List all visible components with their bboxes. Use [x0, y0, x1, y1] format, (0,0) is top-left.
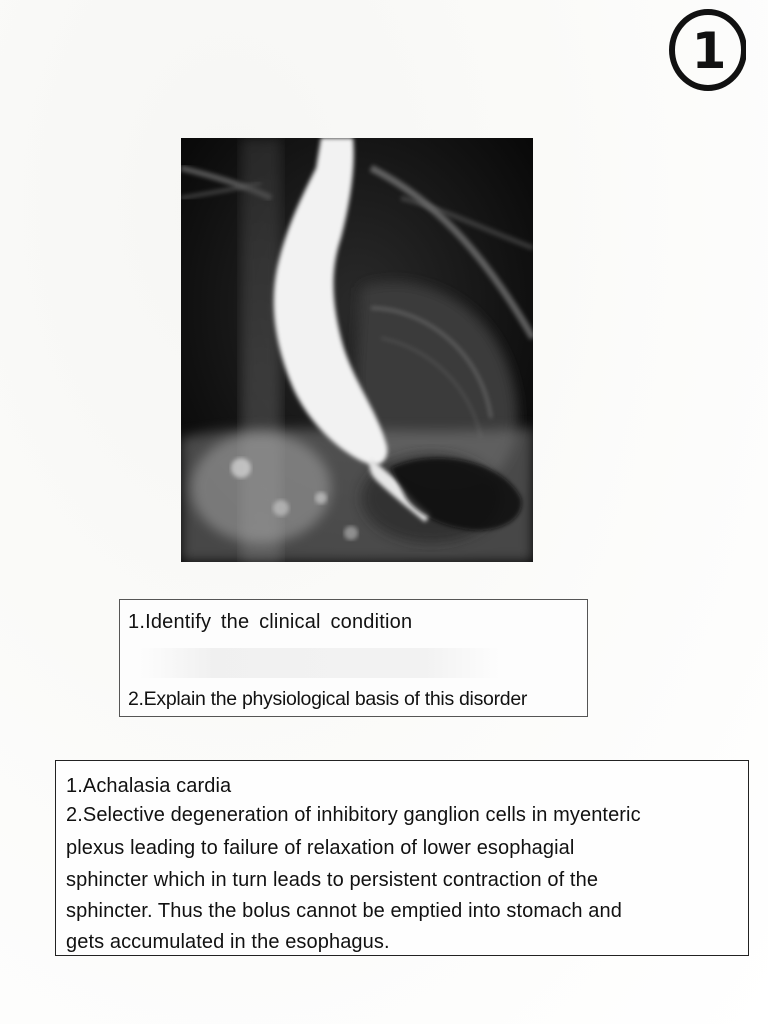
- xray-barium-swallow-image: [181, 138, 533, 562]
- question-box: [119, 599, 588, 717]
- page-number-text: 1: [691, 22, 727, 80]
- answer-line: 1.Achalasia cardia: [66, 775, 232, 797]
- page-number: [666, 6, 746, 92]
- answer-line: sphincter. Thus the bolus cannot be emptied into stomach and: [66, 900, 622, 922]
- answer-line: plexus leading to failure of relaxation of lower esophagial: [66, 837, 575, 859]
- circled-number-icon: [666, 6, 746, 92]
- question-1: 1.Identify the clinical condition: [128, 611, 413, 633]
- answer-line: sphincter which in turn leads to persistent contraction of the: [66, 869, 599, 891]
- smudge: [140, 648, 500, 678]
- question-2: 2.Explain the physiological basis of this disorder: [128, 688, 528, 710]
- answer-line: gets accumulated in the esophagus.: [66, 931, 390, 953]
- answer-line: 2.Selective degeneration of inhibitory ganglion cells in myenteric: [66, 804, 641, 826]
- answer-box: [55, 760, 749, 956]
